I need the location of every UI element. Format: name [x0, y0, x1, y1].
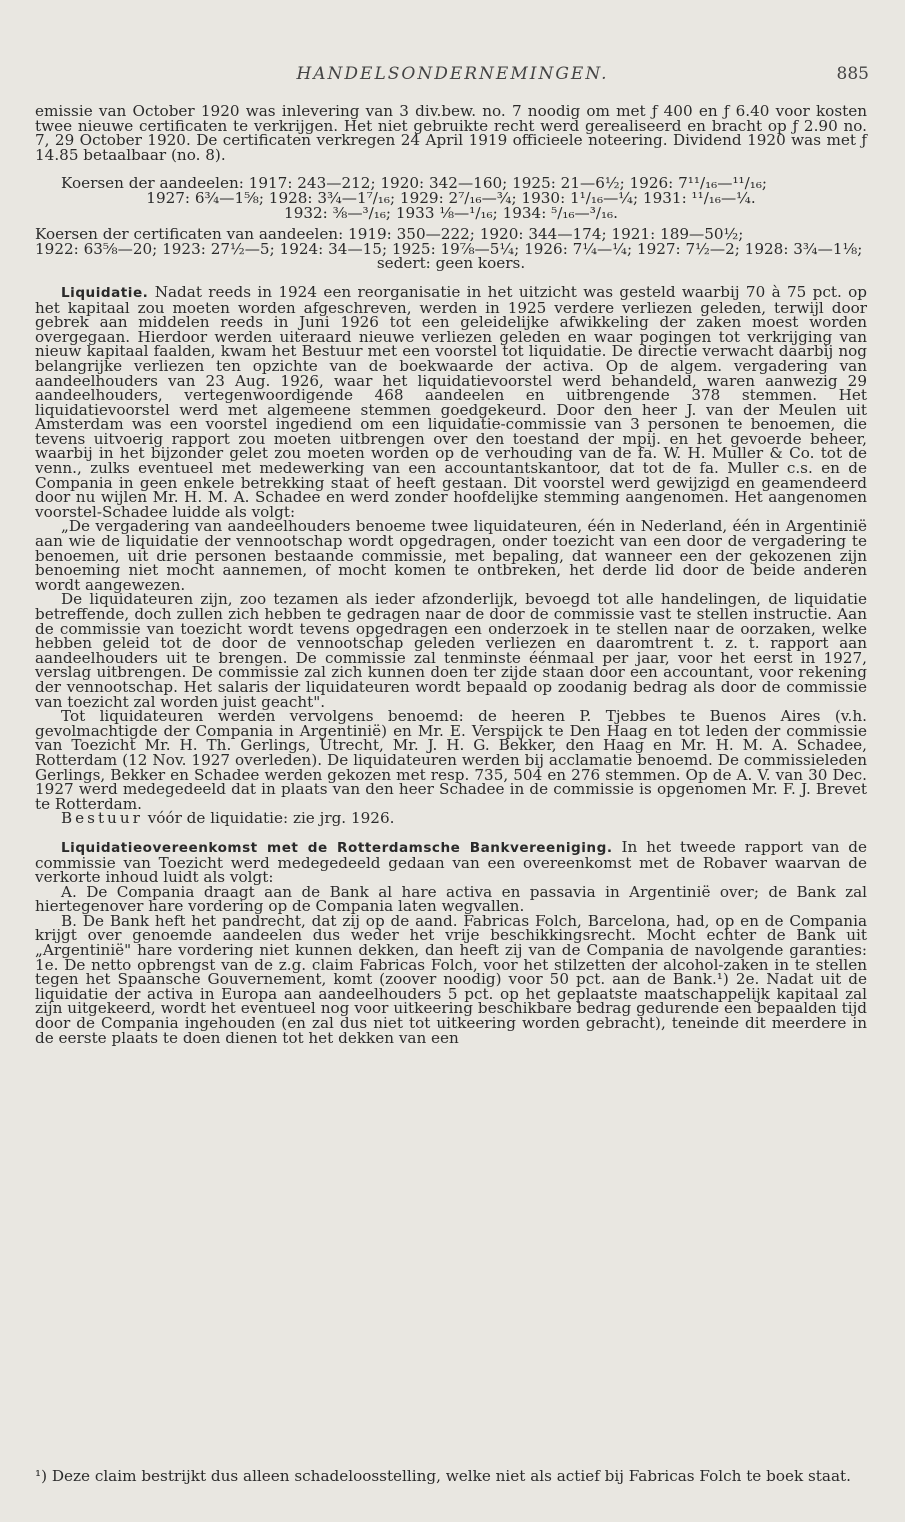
koersen-aandeelen-line-3: 1932: ⅜—³/₁₆; 1933 ⅛—¹/₁₆; 1934: ⁵/₁₆—³/₁₆.	[284, 203, 618, 222]
page-header	[0, 64, 905, 90]
koersen-certificaten-line-2: 1922: 63⅝—20; 1923: 27½—5; 1924: 34—15; 1925: 19⅞—5¼; 1926: 7¼—¼; 1927: 7½—2; 1928: 3¾—1⅛;	[35, 239, 863, 258]
footnote: ¹) Deze claim bestrijkt dus alleen schadeloosstelling, welke niet als actief bij Fabricas Folch te boek staat.	[35, 1467, 851, 1485]
paragraph-quote-1: „De vergadering van aandeelhouders benoeme twee liquidateuren, één in Nederland, één in Argentinië aan wie de liquidatie der vennootschap wordt opgedragen, onder toezicht van een door de vergadering te benoemen, uit drie personen bestaande commissie, met bepaling, dat wanneer een der gekozenen zijn benoeming niet mocht aannemen, of mocht komen te ontbreken, het derde lid door de beide anderen wordt aangewezen.	[35, 517, 867, 594]
paragraph-liquidateuren: Tot liquidateuren werden vervolgens benoemd: de heeren P. Tjebbes te Buenos Aires (v.h. gevolmachtigde der Compania in Argentinië) en Mr. E. Verspijck te Den Haag en tot leden der commissie van Toezicht Mr. H. Th. Gerlings, Utrecht, Mr. J. H. G. Bekker, den Haag en Mr. H. M. A. Schadee, Rotterdam (12 Nov. 1927 overleden). De liquidateuren werden bij acclamatie benoemd. De commissieleden Gerlings, Bekker en Schadee werden gekozen met resp. 735, 504 en 276 stemmen. Op de A. V. van 30 Dec. 1927 werd medegedeeld dat in plaats van den heer Schadee in de commissie is opgenomen Mr. F. J. Brevet te Rotterdam.	[35, 707, 867, 813]
paragraph-point-a: A. De Compania draagt aan de Bank al hare activa en passavia in Argentinië over; de Bank zal hiertegenover hare vordering op de Compania laten wegvallen.	[35, 882, 867, 916]
paragraph-bestuur	[35, 811, 867, 826]
page-number: 885	[836, 64, 869, 84]
section-heading-liquidatie: Liquidatie.	[61, 284, 149, 301]
bestuur-label: Bestuur	[61, 809, 143, 828]
paragraph-quote-2: De liquidateuren zijn, zoo tezamen als ieder afzonderlijk, bevoegd tot alle handelingen, de liquidatie betreffende, doch zullen zich hebben te gedragen naar de door de commissie vast te stellen instructie. Aan de commissie van toezicht wordt tevens opgedragen een onderzoek in te stellen naar de oorzaken, welke hebben geleid tot de door de vennootschap geleden verliezen en daaromtrent t. z. t. rapport aan aandeelhouders uit te brengen. De commissie zal tenminste éénmaal per jaar, voor het eerst in 1927, verslag uitbrengen. De commissie zal zich kunnen doen ter zijde staan door een accountant, voor rekening der vennootschap. Het salaris der liquidateuren wordt bepaald op zoodanig bedrag als door de commissie van toezicht zal worden juist geacht".	[35, 590, 867, 711]
overeenkomst-text: In het tweede rapport van de commissie van Toezicht werd medegedeeld gedaan van een overeenkomst met de Robaver waarvan de verkorte inhoud luidt als volgt:	[35, 837, 868, 887]
page-body	[35, 104, 867, 1045]
koersen-aandeelen-line-1: Koersen der aandeelen: 1917: 243—212; 1920: 342—160; 1925: 21—6½; 1926: 7¹¹/₁₆—¹¹/₁₆;	[61, 174, 768, 193]
koersen-certificaten-line-1: Koersen der certificaten van aandeelen: 1919: 350—222; 1920: 344—174; 1921: 189—50½;	[35, 225, 744, 244]
paragraph-point-b: B. De Bank heft het pandrecht, dat zij op de aand. Fabricas Folch, Barcelona, had, op en de Compania krijgt over genoemde aandeelen dus weder het vrije beschikkingsrecht. Mocht echter de Bank uit „Argentinië" hare vordering niet kunnen dekken, dan heeft zij van de Compania de navolgende garanties: 1e. De netto opbrengst van de z.g. claim Fabricas Folch, voor het stilzetten der alcohol-zaken in te stellen tegen het Spaansche Gouvernement, komt (zoover noodig) voor 50 pct. aan de Bank.¹) 2e. Nadat uit de liquidatie der activa in Europa aan aandeelhouders 5 pct. op het geplaatste maatschappelijk kapitaal zal zijn uitgekeerd, wordt het eventueel nog voor uitkeering beschikbare bedrag gedurende een bepaalden tijd door de Compania ingehouden (en zal dus niet tot uitkeering worden gebracht), teneinde dit meerdere in de eerste plaats te doen dienen tot het dekken van een	[35, 911, 867, 1047]
liquidatie-text: Nadat reeds in 1924 een reorganisatie in het uitzicht was gesteld waarbij 70 à 75 pct. op het kapitaal zou moeten worden afgeschreven, werden in 1925 verdere verliezen geleden, terwijl door gebrek aan middelen reeds in Juni 1926 tot een geleidelijke afwikkeling der zaken moest worden overgegaan. Hierdoor werden uiteraard nieuwe verliezen geleden en waar pogingen tot verkrijging van nieuw kapitaal faalden, kwam het Bestuur met een voorstel tot liquidatie. De directie verwacht daarbij nog belangrijke verliezen ten opzichte van de boekwaarde der activa. Op de algem. vergadering van aandeelhouders van 23 Aug. 1926, waar het liquidatievoorstel werd behandeld, waren aanwezig 29 aandeelhouders, vertegenwoordigende 468 aandeelen en uitbrengende 378 stemmen. Het liquidatievoorstel werd met algemeene stemmen goedgekeurd. Door den heer J. van der Meulen uit Amsterdam was een voorstel ingediend om een liquidatie-commissie van 3 personen te benoemen, die tevens uitvoerig rapport zou moeten uitbrengen over den toestand der mpij. en het gevoerde beheer, waarbij in het bijzonder gelet zou moeten worden op de verhouding van de fa. W. H. Muller & Co. tot de venn., zulks eventueel met medewerking van een accountantskantoor, dat tot de fa. Muller c.s. en de Compania in geen enkele betrekking staat of heeft gestaan. Dit voorstel werd gewijzigd en geamendeerd door nu wijlen Mr. H. M. A. Schadee en werd zonder hoofdelijke stemming aangenomen. Het aangenomen voorstel-Schadee luidde als volgt:	[35, 282, 868, 521]
koersen-aandeelen-line-2: 1927: 6¾—1⅝; 1928: 3¾—1⁷/₁₆; 1929: 2⁷/₁₆—¾; 1930: 1¹/₁₆—¼; 1931: ¹¹/₁₆—¼.	[146, 188, 756, 207]
paragraph-overeenkomst	[35, 837, 868, 887]
section-heading-overeenkomst: Liquidatieovereenkomst met de Rotterdamsche Bankvereeniging.	[61, 839, 613, 856]
paragraph-emissie: emissie van October 1920 was inlevering van 3 div.bew. no. 7 noodig om met ƒ 400 en ƒ 6.40 voor kosten twee nieuwe certificaten te verkrijgen. Het niet gebruikte recht werd gerealiseerd en bracht op ƒ 2.90 no. 7, 29 October 1920. De certificaten verkregen 24 April 1919 officieele noteering. Dividend 1920 was met ƒ 14.85 betaalbaar (no. 8).	[35, 102, 867, 164]
koersen-certificaten-line-3: sedert: geen koers.	[376, 254, 526, 273]
running-title: HANDELSONDERNEMINGEN.	[296, 64, 609, 84]
paragraph-liquidatie	[35, 282, 868, 521]
bestuur-text: vóór de liquidatie: zie jrg. 1926.	[147, 809, 395, 828]
